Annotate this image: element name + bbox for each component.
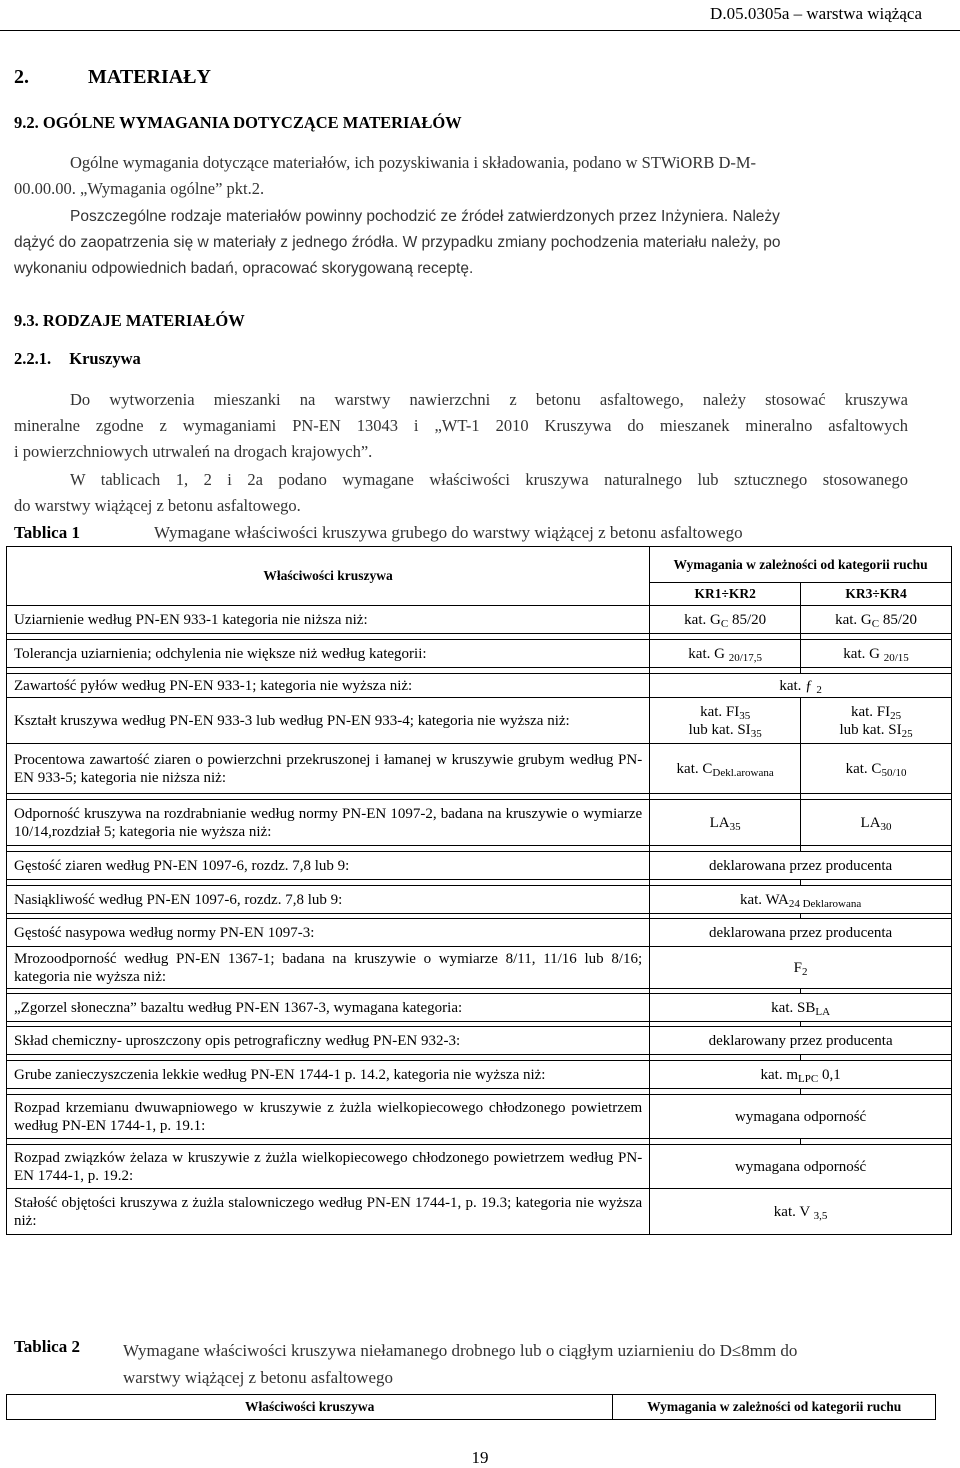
value-all: wymagana odporność <box>650 1145 952 1189</box>
table-row <box>7 919 952 947</box>
row-label: Gęstość nasypowa według normy PN-EN 1097-3: <box>7 919 650 947</box>
page-number: 19 <box>471 1448 489 1467</box>
section-number: 2. <box>14 66 29 88</box>
row-label: Rozpad krzemianu dwuwapniowego w kruszywie z żużla wielkopiecowego chłodzonego powietrzem według PN-EN 1744-1, p. 19.1: <box>7 1095 650 1139</box>
general-requirements-paragraph <box>14 150 912 202</box>
value-kr1-kr2: $LA_{35}$ <box>650 800 801 846</box>
table-row <box>7 886 952 914</box>
column-header-property: Właściwości kruszywa <box>7 547 650 606</box>
value-kr3-kr4: kat. $G_C$ 85/20 <box>801 606 952 634</box>
table-row <box>7 1189 952 1235</box>
row-label: Gęstość ziaren według PN-EN 1097-6, rozdz. 7,8 lub 9: <box>7 852 650 880</box>
document-code-header: D.05.0305a – warstwa wiążąca <box>710 4 922 23</box>
value-kr1-kr2: kat. $FI_{35}$ lub kat. $SI_{35}$ <box>650 698 801 744</box>
table-row <box>7 1027 952 1055</box>
table-row <box>7 1145 952 1189</box>
row-label: Nasiąkliwość według PN-EN 1097-6, rozdz. 7,8 lub 9: <box>7 886 650 914</box>
row-label: „Zgorzel słoneczna” bazaltu według PN-EN 1367-3, wymagana kategoria: <box>7 994 650 1022</box>
caption-line: Wymagane właściwości kruszywa niełamanego drobnego lub o ciągłym uziarnieniu do D≤8mm do <box>123 1341 798 1360</box>
paragraph-line: do warstwy wiążącej z betonu asfaltowego. <box>14 496 301 515</box>
table-caption-text: Wymagane właściwości kruszywa grubego do warstwy wiążącej z betonu asfaltowego <box>154 523 743 542</box>
table-row <box>7 744 952 794</box>
value-all: deklarowana przez producenta <box>650 852 952 880</box>
row-label: Kształt kruszywa według PN-EN 933-3 lub według PN-EN 933-4; kategoria nie wyższa niż: <box>7 698 650 744</box>
value-all: kat. $SB_{LA}$ <box>650 994 952 1022</box>
table-row <box>7 698 952 744</box>
value-kr1-kr2: kat. $G_C$ 85/20 <box>650 606 801 634</box>
aggregates-paragraph <box>14 387 908 465</box>
row-label: Mrozoodporność według PN-EN 1367-1; badana na kruszywie o wymiarze 8/11, 11/16 lub 8/16; kategoria nie wyższa niż: <box>7 947 650 989</box>
section-number: 2.2.1. <box>14 349 52 368</box>
column-header-requirements: Wymagania w zależności od kategorii ruchu <box>650 547 952 583</box>
aggregate-properties-table <box>6 546 952 1235</box>
value-kr3-kr4: kat. G $_{20/15}$ <box>801 640 952 668</box>
value-kr3-kr4: $LA_{30}$ <box>801 800 952 846</box>
section-2-2-1-heading <box>14 349 141 369</box>
value-all: kat. ƒ $_2$ <box>650 674 952 698</box>
value-all: deklarowany przez producenta <box>650 1027 952 1055</box>
row-label: Zawartość pyłów według PN-EN 933-1; kategoria nie wyższa niż: <box>7 674 650 698</box>
column-header-kr1-kr2: KR1÷KR2 <box>650 583 801 606</box>
tables-intro-paragraph <box>14 467 908 519</box>
section-title: MATERIAŁY <box>88 66 211 88</box>
table-row <box>7 640 952 668</box>
row-label: Uziarnienie według PN-EN 933-1 kategoria nie niższa niż: <box>7 606 650 634</box>
table-row <box>7 947 952 989</box>
value-kr3-kr4: kat. $C_{50/10}$ <box>801 744 952 794</box>
caption-line: warstwy wiążącej z betonu asfaltowego <box>123 1368 393 1387</box>
row-label: Procentowa zawartość ziaren o powierzchni przekruszonej i łamanej w kruszywie grubym według PN-EN 933-5; kategoria nie niższa niż: <box>7 744 650 794</box>
section-title: RODZAJE MATERIAŁÓW <box>42 311 245 330</box>
section-title: Kruszywa <box>69 349 141 368</box>
value-all: kat. $m_{LPC}$ 0,1 <box>650 1061 952 1089</box>
column-header-property: Właściwości kruszywa <box>7 1395 613 1420</box>
header-rule <box>0 30 960 31</box>
paragraph-line: Poszczególne rodzaje materiałów powinny pochodzić ze źródeł zatwierdzonych przez Inżyniera. Należy <box>70 208 780 225</box>
value-all: deklarowana przez producenta <box>650 919 952 947</box>
table-row <box>7 1095 952 1139</box>
row-label: Rozpad związków żelaza w kruszywie z żużla wielkopiecowego chłodzonego powietrzem według PN-EN 1744-1, p. 19.2: <box>7 1145 650 1189</box>
source-paragraph <box>14 204 914 282</box>
section-title: OGÓLNE WYMAGANIA DOTYCZĄCE MATERIAŁÓW <box>42 113 462 132</box>
paragraph-line: wykonaniu odpowiednich badań, opracować skorygowaną receptę. <box>14 260 474 277</box>
section-number: 9.2. <box>14 113 39 132</box>
table-2-header <box>6 1394 936 1420</box>
value-kr1-kr2: kat. $C_{Dekl.arowana}$ <box>650 744 801 794</box>
row-label: Odporność kruszywa na rozdrabnianie według normy PN-EN 1097-2, badana na kruszywie o wymiarze 10/14,rozdział 5; kategoria nie wyższa niż: <box>7 800 650 846</box>
value-kr3-kr4: kat. $FI_{25}$ lub kat. $SI_{25}$ <box>801 698 952 744</box>
table-row <box>7 994 952 1022</box>
section-9-2-heading <box>14 113 462 133</box>
row-label: Tolerancja uziarnienia; odchylenia nie większe niż według kategorii: <box>7 640 650 668</box>
value-all: wymagana odporność <box>650 1095 952 1139</box>
table-label: Tablica 1 <box>14 523 80 542</box>
paragraph-line: Ogólne wymagania dotyczące materiałów, ich pozyskiwania i składowania, podano w STWiORB D-M- <box>70 153 757 172</box>
section-9-3-heading <box>14 311 245 331</box>
table-row <box>7 606 952 634</box>
row-label: Skład chemiczny- uproszczony opis petrograficzny według PN-EN 932-3: <box>7 1027 650 1055</box>
table-row <box>7 1061 952 1089</box>
value-kr1-kr2: kat. G $_{20/17,5}$ <box>650 640 801 668</box>
value-all: kat. $WA_{24 Deklarowana}$ <box>650 886 952 914</box>
table-row <box>7 852 952 880</box>
table-2-caption <box>123 1337 797 1391</box>
paragraph-line: mineralne zgodne z wymaganiami PN-EN 13043 i „WT-1 2010 Kruszywa do mieszanek mineralno asfaltowych <box>14 416 908 435</box>
paragraph-line: W tablicach 1, 2 i 2a podano wymagane właściwości kruszywa naturalnego lub sztucznego stosowanego <box>70 470 908 489</box>
column-header-requirements: Wymagania w zależności od kategorii ruchu <box>613 1395 936 1420</box>
paragraph-line: i powierzchniowych utrwaleń na drogach krajowych”. <box>14 442 373 461</box>
row-label: Grube zanieczyszczenia lekkie według PN-EN 1744-1 p. 14.2, kategoria nie wyższa niż: <box>7 1061 650 1089</box>
table-row <box>7 674 952 698</box>
paragraph-line: dążyć do zaopatrzenia się w materiały z jednego źródła. W przypadku zmiany pochodzenia materiału należy, po <box>14 234 781 251</box>
table-2-label: Tablica 2 <box>14 1337 80 1356</box>
column-header-kr3-kr4: KR3÷KR4 <box>801 583 952 606</box>
table-row <box>7 800 952 846</box>
section-number: 9.3. <box>14 311 39 330</box>
row-label: Stałość objętości kruszywa z żużla stalowniczego według PN-EN 1744-1, p. 19.3; kategoria nie wyższa niż: <box>7 1189 650 1235</box>
value-all: $F_2$ <box>650 947 952 989</box>
section-2-heading <box>14 66 211 89</box>
table-1-caption <box>14 523 743 543</box>
paragraph-line: Do wytworzenia mieszanki na warstwy nawierzchni z betonu asfaltowego, należy stosować kruszywa <box>70 390 908 409</box>
value-all: kat. V $_{3,5}$ <box>650 1189 952 1235</box>
paragraph-line: 00.00.00. „Wymagania ogólne” pkt.2. <box>14 179 265 198</box>
